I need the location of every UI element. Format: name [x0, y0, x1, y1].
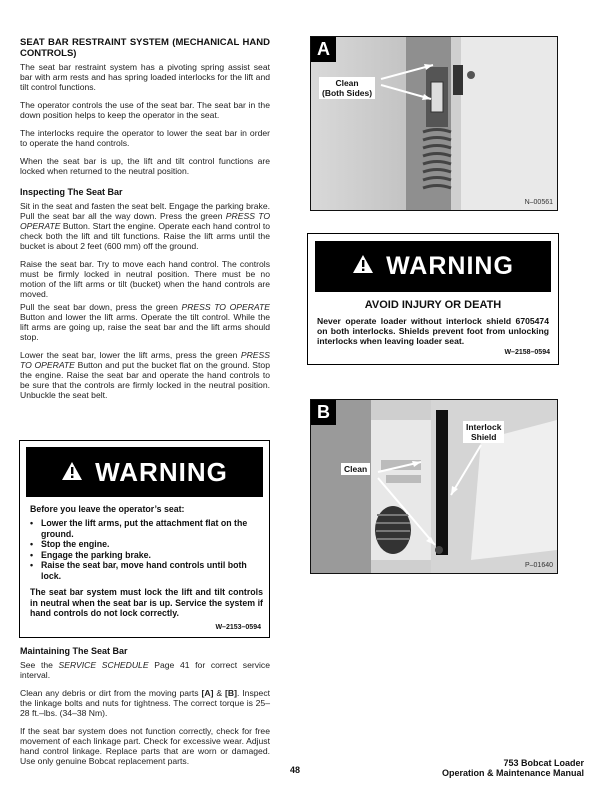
footer-model: 753 Bobcat Loader	[503, 758, 584, 768]
warning-code-right: W–2158–0594	[504, 349, 550, 356]
figure-b-label: B	[311, 400, 336, 425]
warning-lead: Before you leave the operator’s seat:	[30, 504, 185, 514]
page-number: 48	[290, 765, 301, 775]
warning-banner-right	[315, 241, 551, 292]
inspecting-paragraph-2: Raise the seat bar. Try to move each hand control. The controls must be firmly locked in neutral position. There must be no motion of the lift arms or tilt (bucket) when the hand controls are moved.	[20, 259, 270, 299]
figure-a-code: N–00561	[524, 199, 553, 206]
figure-b-callout-shield: Interlock Shield	[463, 421, 504, 443]
warning-triangle-icon	[61, 457, 83, 488]
footer-title	[442, 758, 584, 778]
warning-bullets	[30, 518, 262, 581]
warning-box-seat	[19, 440, 270, 638]
maintaining-section	[20, 646, 270, 774]
intro-paragraph-1: The seat bar restraint system has a pivoting spring assist seat bar with arm rests and has spring loaded interlocks for the lift and tilt control functions.	[20, 62, 270, 92]
inspecting-paragraph-3: Pull the seat bar down, press the green PRESS TO OPERATE Button and lower the lift arms. Operate the tilt control. While the lift arms are going up, raise the seat bar and the lift arms should stop.	[20, 302, 270, 342]
warning-box-interlock	[307, 233, 559, 365]
figure-b-callout-clean: Clean	[341, 463, 370, 475]
warning-bullet: • Engage the parking brake.	[30, 549, 151, 560]
warning-triangle-icon	[352, 252, 374, 281]
warning-subtitle: AVOID INJURY OR DEATH	[364, 299, 502, 311]
warning-title-right: WARNING	[386, 252, 514, 280]
figure-a	[310, 36, 558, 211]
maintaining-heading: Maintaining The Seat Bar	[20, 646, 128, 656]
intro-paragraph-2: The operator controls the use of the seat bar. The seat bar in the down position helps to keep the operator in the seat.	[20, 100, 270, 120]
maintaining-paragraph-2: Clean any debris or dirt from the moving parts [A] & [B]. Inspect the linkage bolts and nuts for tightness. The correct torque is 25–28 ft.–lbs. (34–38 Nm).	[20, 688, 270, 718]
figure-b-code: P–01640	[524, 562, 553, 569]
figure-b-photo	[311, 400, 557, 573]
figure-b	[310, 399, 558, 574]
warning-text-right: Never operate loader without interlock shield 6705474 on both interlocks. Shields prevent foot from unlocking interlocks when leaving loader seat.	[317, 316, 549, 346]
section-title: SEAT BAR RESTRAINT SYSTEM (MECHANICAL HAND CONTROLS)	[20, 37, 270, 59]
figure-a-label: A	[311, 37, 336, 62]
intro-paragraph-3: The interlocks require the operator to lower the seat bar in order to operate the hand controls.	[20, 128, 270, 148]
warning-bullet: • Stop the engine.	[30, 539, 110, 549]
maintaining-paragraph-1: See the SERVICE SCHEDULE Page 41 for correct service interval.	[20, 660, 270, 680]
warning-title: WARNING	[95, 456, 228, 487]
inspecting-paragraph-4: Lower the seat bar, lower the lift arms, press the green PRESS TO OPERATE Button and put the bucket flat on the ground. Stop the engine. Raise the seat bar and operate the hand controls to be sure that the controls are firmly locked in the neutral position. Unbuckle the seat belt.	[20, 350, 270, 400]
maintaining-paragraph-3: If the seat bar system does not function correctly, check for free movement of each linkage part. Check for excessive wear. Adjust hand control linkage. Replace parts that are worn or damaged. Use only genuine Bobcat replacement parts.	[20, 726, 270, 766]
warning-bullet: • Raise the seat bar, move hand controls until both lock.	[30, 560, 247, 581]
inspecting-paragraph-1: Sit in the seat and fasten the seat belt. Engage the parking brake. Pull the seat bar all the way down. Press the green PRESS TO OPERATE Button. Start the engine. Operate each hand control to check both the lift and tilt functions. Raise the lift arms until the bucket is about 2 feet (600 mm) off the ground.	[20, 201, 270, 251]
left-column	[20, 37, 270, 408]
figure-a-photo	[311, 37, 557, 210]
warning-bullet: • Lower the lift arms, put the attachment flat on the ground.	[30, 518, 248, 539]
inspecting-heading: Inspecting The Seat Bar	[20, 187, 123, 197]
footer-manual: Operation & Maintenance Manual	[441, 768, 584, 778]
warning-closing: The seat bar system must lock the lift and tilt controls in neutral when the seat bar is up. Service the system if hand controls do not lock correctly.	[30, 587, 263, 618]
figure-a-callout: Clean (Both Sides)	[319, 77, 375, 99]
intro-paragraph-4: When the seat bar is up, the lift and tilt control functions are locked when returned to the neutral position.	[20, 156, 270, 176]
warning-code: W–2153–0594	[215, 624, 261, 631]
warning-banner	[26, 447, 263, 497]
